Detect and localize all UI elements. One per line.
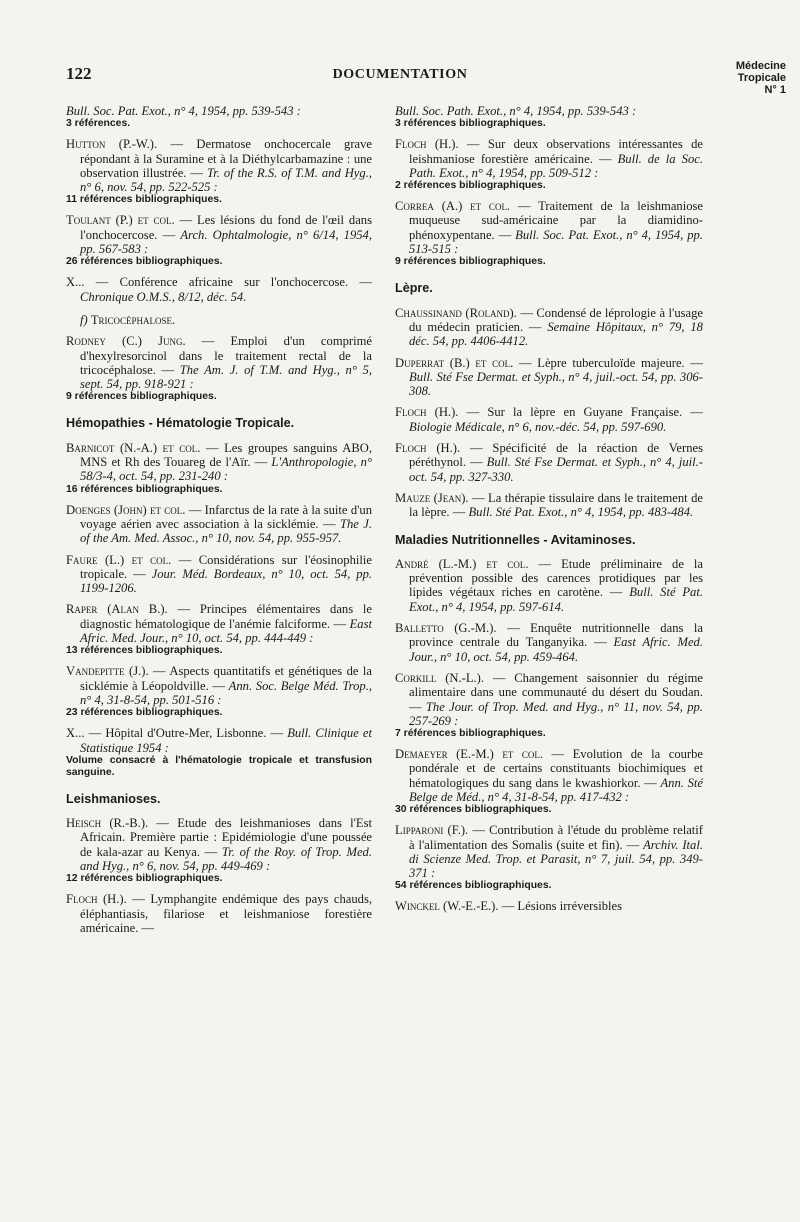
bibliography-entry (66, 137, 372, 206)
entry-title: — Principes élémentaires dans le diagnostic hématologique de l'anémie falciforme. — (80, 602, 372, 631)
entry-author: Mauze (Jean). (395, 490, 469, 505)
entry-source: East Afric. Med. Jour., n° 10, oct. 54, pp. 459-464. (409, 635, 703, 664)
bibliography-entry (395, 104, 703, 130)
entry-title: — Dermatose onchocercale grave répondant à la Suramine et à la Diéthylcarbamazine : une observation illustrée. — (80, 137, 372, 180)
entry-source: Bull. Soc. Path. Exot., n° 4, 1954, pp. 539-543 : (395, 104, 637, 118)
journal-tag (736, 60, 786, 96)
bibliography-entry (66, 104, 372, 130)
bibliography-entry (395, 199, 703, 268)
entry-source: The Am. J. of T.M. and Hyg., n° 5, sept. 54, pp. 918-921 : (80, 362, 372, 392)
entry-title: — La thérapie tissulaire dans le traitement de la lèpre. — (409, 490, 703, 520)
bibliography-entry (395, 823, 703, 892)
entry-note: 13 références bibliographiques. (66, 645, 223, 657)
entry-author: Corkill (N.-L.). (395, 670, 485, 685)
journal-tag-line: Médecine (735, 60, 786, 72)
entry-source: The Jour. of Trop. Med. and Hyg., n° 11, nov. 54, pp. 257-269 : (409, 699, 703, 728)
right-column (395, 104, 703, 921)
entry-title: — Evolution de la courbe pondérale et de certains constituants biochimiques et hématologiques du sang dans le kwashiorkor. — (409, 747, 703, 790)
bibliography-entry (66, 664, 372, 719)
entry-author: Chaussinand (Roland). (395, 305, 517, 320)
entry-author: Lipparoni (F.). (395, 823, 469, 838)
entry-title: — Emploi d'un comprimé d'hexylresorcinol dans le traitement rectal de la tricocéphalose. — (80, 334, 372, 377)
entry-title: — Etude préliminaire de la prévention possible des carences protidiques par les lipides végétaux riches en carotène. — (409, 556, 704, 600)
bibliography-entry (395, 356, 703, 399)
section-heading: Hémopathies - Hématologie Tropicale. (66, 416, 295, 431)
entry-source: Bull. Soc. Pat. Exot., n° 4, 1954, pp. 513-515 : (409, 227, 703, 257)
entry-author: André (L.-M.) et col. (395, 556, 529, 571)
bibliography-entry (395, 671, 703, 740)
entry-author: Correa (A.) et col. (395, 199, 511, 214)
entry-author: Duperrat (B.) et col. (395, 355, 514, 370)
running-title: DOCUMENTATION (332, 67, 468, 82)
entry-title: — Lésions irréversibles (498, 899, 622, 914)
entry-author: Rodney (C.) Jung. (66, 334, 186, 349)
section-heading: Maladies Nutritionnelles - Avitaminoses. (395, 532, 636, 547)
entry-source: Bull. Sté Fse Dermat. et Syph., n° 4, juil.-oct. 54, pp. 306-308. (409, 369, 703, 399)
entry-author: Floch (H.). (395, 405, 459, 420)
section-heading: Leishmanioses. (66, 791, 161, 806)
entry-author: Faure (L.) et col. (66, 552, 172, 567)
bibliography-entry (66, 602, 372, 657)
journal-tag-line: N° 1 (764, 84, 786, 96)
entry-author: Hutton (P.-W.). (66, 137, 158, 152)
bibliography-entry (395, 306, 703, 349)
entry-source: Tr. of the Roy. of Trop. Med. and Hyg., n° 6, nov. 54, pp. 449-469 : (80, 844, 372, 873)
entry-title: — Enquête nutritionnelle dans la province centrale du Tanganyika. — (409, 621, 703, 650)
entry-source: L'Anthropologie, n° 58/3-4, oct. 54, pp. 231-240 : (80, 455, 372, 484)
subsection-label: Tricocéphalose. (90, 312, 176, 327)
entry-note: 9 références bibliographiques. (66, 391, 217, 403)
entry-author: Floch (H.). (395, 137, 459, 152)
entry-title: — Traitement de la leishmaniose muqueuse sud-américaine par la diamidino-phénoxypentane. — (409, 199, 704, 242)
entry-note: 16 références bibliographiques. (66, 483, 223, 495)
entry-title: — Considérations sur l'éosinophilie tropicale. — (80, 552, 372, 581)
entry-note: 26 références bibliographiques. (66, 256, 223, 268)
entry-author: X... (66, 275, 85, 290)
entry-note: 2 références bibliographiques. (395, 180, 546, 192)
entry-source: Bull. Sté Pat. Exot., n° 4, 1954, pp. 597-614. (409, 585, 703, 614)
entry-source: Semaine Hôpitaux, n° 79, 18 déc. 54, pp. 4406-4412. (409, 319, 703, 349)
entry-note: 54 références bibliographiques. (395, 880, 552, 892)
entry-title: — Sur deux observations intéressantes de leishmaniose forestière américaine. — (409, 137, 703, 166)
entry-title: — Lèpre tuberculoïde majeure. — (513, 355, 703, 370)
entry-title: — Sur la lèpre en Guyane Française. — (458, 405, 703, 420)
entry-source: Arch. Ophtalmologie, n° 6/14, 1954, pp. 567-583 : (80, 227, 373, 257)
entry-title: — Hôpital d'Outre-Mer, Lisbonne. — (84, 726, 288, 741)
subsection-heading (80, 313, 372, 327)
entry-source: Archiv. Ital. di Scienze Med. Trop. et Parasit, n° 7, juil. 54, pp. 349-371 : (409, 837, 703, 881)
bibliography-entry (66, 892, 372, 935)
bibliography-entry (395, 441, 703, 484)
left-column (66, 104, 372, 942)
entry-title: — Lymphangite endémique des pays chauds, éléphantiasis, filariose et leishmaniose forestière américaine. — (80, 892, 372, 935)
bibliography-entry (66, 503, 372, 546)
entry-author: Winckel (W.-E.-E.). (395, 899, 499, 914)
entry-source: Biologie Médicale, n° 6, nov.-déc. 54, pp. 597-690. (409, 419, 667, 434)
bibliography-entry (66, 275, 372, 304)
entry-author: Balletto (G.-M.). (395, 621, 497, 636)
entry-source: Ann. Soc. Belge Méd. Trop., n° 4, 31-8-54, pp. 501-516 : (80, 678, 372, 707)
entry-source: Bull. Soc. Pat. Exot., n° 4, 1954, pp. 539-543 : (66, 104, 301, 118)
entry-title: — Etude des leishmanioses dans l'Est Africain. Première partie : Epidémiologie d'une poussée de kala-azar au Kenya. — (80, 816, 372, 859)
entry-author: Barnicot (N.-A.) et col. (66, 440, 201, 455)
entry-source: Chronique O.M.S., 8/12, déc. 54. (80, 289, 247, 304)
entry-author: Heisch (R.-B.). (66, 816, 149, 831)
entry-title: — Les groupes sanguins ABO, MNS et Rh des Touareg de l'Aïr. — (80, 440, 372, 470)
entry-title: — Spécificité de la réaction de Vernes péréthynol. — (409, 441, 703, 470)
bibliography-entry (395, 747, 703, 816)
entry-source: Ann. Sté Belge de Méd., n° 4, 31-8-54, pp. 417-432 : (409, 775, 703, 804)
entry-note: 12 références bibliographiques. (66, 873, 223, 885)
entry-note: Volume consacré à l'hématologie tropicale et transfusion sanguine. (66, 754, 372, 778)
bibliography-entry (66, 553, 372, 596)
entry-note: 23 références bibliographiques. (66, 707, 223, 719)
bibliography-entry (395, 621, 703, 664)
entry-note: 11 références bibliographiques. (66, 194, 222, 206)
entry-title: — Conférence africaine sur l'onchocercose. — (84, 275, 372, 290)
entry-title: — Contribution à l'étude du problème relatif à l'alimentation des Somalis (suite et fin). — (409, 823, 703, 852)
entry-title: — Aspects quantitatifs et génétiques de la sicklémie à Léopoldville. — (80, 664, 372, 693)
journal-tag-line: Tropicale (737, 72, 786, 84)
entry-title: — Infarctus de la rate à la suite d'un voyage aérien avec association à la sicklémie. — (80, 502, 372, 531)
entry-source: East Afric. Med. Jour., n° 10, oct. 54, pp. 444-449 : (80, 616, 372, 646)
bibliography-entry (66, 726, 372, 779)
entry-author: X... (66, 726, 85, 741)
entry-author: Toulant (P.) et col. (66, 213, 175, 228)
entry-note: 9 références bibliographiques. (395, 256, 546, 268)
bibliography-entry (395, 405, 703, 434)
entry-author: Floch (H.). (66, 892, 127, 907)
entry-note: 7 références bibliographiques. (395, 728, 546, 740)
entry-source: Jour. Méd. Bordeaux, n° 10, oct. 54, pp. 1199-1206. (80, 566, 373, 596)
entry-source: Bull. Sté Fse Dermat. et Syph., n° 4, juil.-oct. 54, pp. 327-330. (409, 455, 703, 484)
entry-note: 3 références. (66, 118, 131, 130)
entry-author: Raper (Alan B.). (66, 602, 168, 617)
entry-note: 3 références bibliographiques. (395, 118, 546, 130)
entry-note: 30 références bibliographiques. (395, 804, 552, 816)
entry-author: Demaeyer (E.-M.) et col. (395, 747, 543, 762)
entry-title: — Changement saisonnier du régime alimentaire dans une communauté du désert du Soudan. — (409, 670, 703, 714)
bibliography-entry (395, 137, 703, 192)
entry-author: Doenges (John) et col. (66, 502, 186, 517)
subsection-prefix: f) (80, 312, 91, 327)
page-number: 122 (66, 64, 92, 83)
entry-author: Vandepitte (J.). (66, 664, 149, 679)
section-heading: Lèpre. (395, 281, 433, 296)
bibliography-entry (66, 816, 372, 885)
entry-source: Bull. Sté Pat. Exot., n° 4, 1954, pp. 483-484. (468, 505, 694, 520)
entry-title: — Condensé de léprologie à l'usage du médecin praticien. — (409, 305, 703, 334)
bibliography-entry (66, 213, 372, 268)
entry-title: — Les lésions du fond de l'œil dans l'onchocercose. — (80, 213, 372, 242)
bibliography-entry (395, 899, 703, 913)
entry-source: The J. of the Am. Med. Assoc., n° 10, nov. 54, pp. 955-957. (80, 516, 372, 546)
bibliography-entry (66, 441, 372, 496)
entry-source: Bull. Clinique et Statistique 1954 : (80, 726, 372, 755)
bibliography-entry (66, 334, 372, 403)
bibliography-entry (395, 557, 703, 614)
entry-author: Floch (H.). (395, 441, 461, 456)
bibliography-entry (395, 491, 703, 520)
entry-source: Tr. of the R.S. of T.M. and Hyg., n° 6, nov. 54, pp. 522-525 : (80, 165, 372, 195)
entry-source: Bull. de la Soc. Path. Exot., n° 4, 1954, pp. 509-512 : (409, 151, 703, 180)
